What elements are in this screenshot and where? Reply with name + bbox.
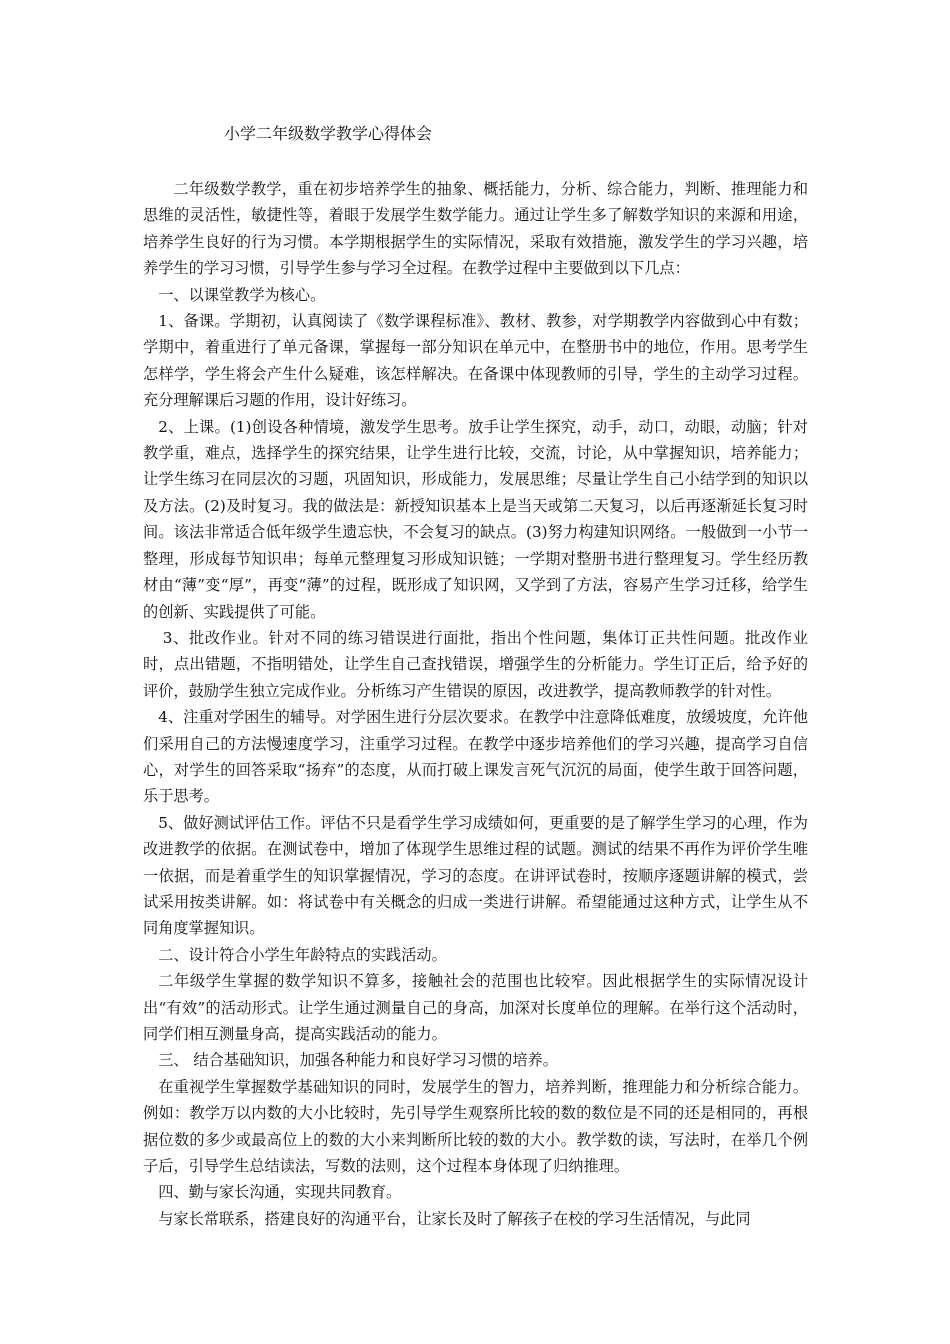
paragraph-classroom: 2、上课。(1)创设各种情境，激发学生思考。放手让学生探究，动手，动口，动眼，动脑；针对教学重，难点，选择学生的探究结果，让学生进行比较，交流，讨论，从中掌握知识，培养能力；让学生练习在同层次的习题，巩固知识，形成能力，发展思维；尽量让学生自己小结学到的知识以及方法。(2)及时复习。我的做法是：新授知识基本上是当天或第二天复习，以后再逐渐延长复习时间。该法非常适合低年级学生遗忘快，不会复习的缺点。(3)努力构建知识网络。一般做到一小节一整理，形成每节知识串；每单元整理复习形成知识链；一学期对整册书进行整理复习。学生经历教材由“薄”变“厚”，再变“薄”的过程，既形成了知识网，又学到了方法，容易产生学习迁移，给学生的创新、实践提供了可能。 [143,417,808,621]
paragraph-abilities: 在重视学生掌握数学基础知识的同时，发展学生的智力，培养判断，推理能力和分析综合能力。例如：教学万以内数的大小比较时，先引导学生观察所比较的数的数位是不同的还是相同的，再根据位数的多少或最高位上的数的大小来判断所比较的数的大小。教学数的读，写法时，在举几个例子后，引导学生总结读法，写数的法则，这个过程本身体现了归纳推理。 [143,1077,808,1176]
document-body [143,176,808,1232]
paragraph-lesson-prep: 1、备课。学期初，认真阅读了《数学课程标准》、教材、教参，对学期教学内容做到心中有数；学期中，着重进行了单元备课，掌握每一部分知识在单元中，在整册书中的地位，作用。思考学生怎样学，学生将会产生什么疑难，该怎样解决。在备课中体现教师的引导，学生的主动学习过程。充分理解课后习题的作用，设计好练习。 [143,312,808,410]
heading-section-1: 一、以课堂教学为核心。 [158,285,326,304]
paragraph-homework: 3、批改作业。针对不同的练习错误进行面批，指出个性问题，集体订正共性问题。批改作业时，点出错题，不指明错处，让学生自己查找错误，增强学生的分析能力。学生订正后，给予好的评价，鼓励学生独立完成作业。分析练习产生错误的原因，改进教学，提高教师教学的针对性。 [143,628,808,700]
heading-section-4: 四、勤与家长沟通，实现共同教育。 [158,1183,402,1202]
heading-section-2: 二、设计符合小学生年龄特点的实践活动。 [158,945,447,964]
paragraph-parents: 与家长常联系，搭建良好的沟通平台，让家长及时了解孩子在校的学习生活情况，与此同 [158,1209,751,1228]
paragraph-assessment: 5、做好测试评估工作。评估不只是看学生学习成绩如何，更重要的是了解学生学习的心理，作为改进教学的依据。在测试卷中，增加了体现学生思维过程的试题。测试的结果不再作为评价学生唯一依据，而是着重学生的知识掌握情况，学习的态度。在讲评试卷时，按顺序逐题讲解的模式，尝试采用按类讲解。如：将试卷中有关概念的归成一类进行讲解。希望能通过这种方式，让学生从不同角度掌握知识。 [143,813,808,938]
heading-section-3: 三、 结合基础知识，加强各种能力和良好学习习惯的培养。 [158,1051,558,1070]
paragraph-intro: 二年级数学教学，重在初步培养学生的抽象、概括能力，分析、综合能力，判断、推理能力和思维的灵活性，敏捷性等，着眼于发展学生数学能力。通过让学生多了解数学知识的来源和用途，培养学生良好的行为习惯。本学期根据学生的实际情况，采取有效措施，激发学生的学习兴趣，培养学生的学习习惯，引导学生参与学习全过程。在教学过程中主要做到以下几点： [143,180,808,278]
paragraph-struggling-students: 4、注重对学困生的辅导。对学困生进行分层次要求。在教学中注意降低难度，放缓坡度，允许他们采用自己的方法慢速度学习，注重学习过程。在教学中逐步培养他们的学习兴趣，提高学习自信心，对学生的回答采取“扬弃”的态度，从而打破上课发言死气沉沉的局面，使学生敢于回答问题，乐于思考。 [143,708,808,806]
document-title: 小学二年级数学教学心得体会 [224,124,433,143]
paragraph-activities: 二年级学生掌握的数学知识不算多，接触社会的范围也比较窄。因此根据学生的实际情况设计出“有效”的活动形式。让学生通过测量自己的身高，加深对长度单位的理解。在举行这个活动时，同学们相互测量身高，提高实践活动的能力。 [143,972,808,1043]
